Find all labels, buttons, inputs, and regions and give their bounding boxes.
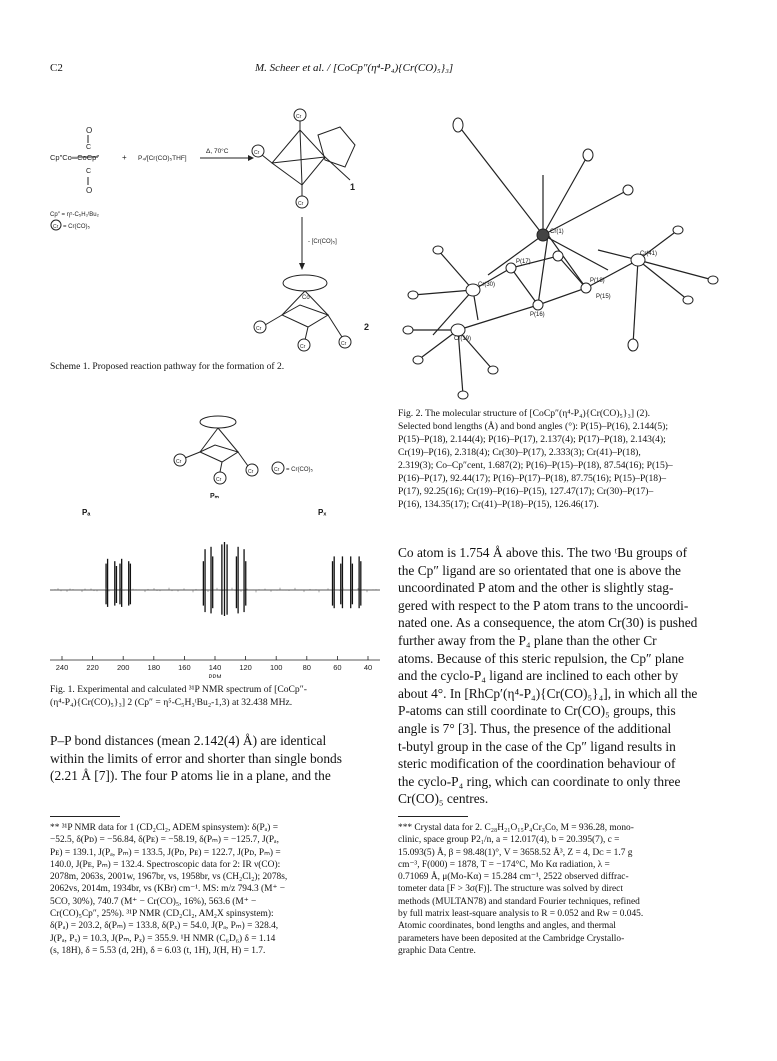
svg-text:C: C [86, 168, 92, 175]
atom-label-p15: P(15) [596, 294, 611, 300]
svg-text:+: + [122, 153, 127, 162]
ppm-tick-label: 180 [147, 663, 161, 672]
svg-text:Cr: Cr [256, 326, 262, 332]
atom-label-p16: P(16) [530, 312, 545, 318]
body-text-right: Co atom is 1.754 Å above this. The two ᵗBu groups of the Cp″ ligand are so orientated that one is above the uncoordinated P atom and the other is slightly stag- gered with respect to the P atom trans to the uncoordi- nated one. As a consequence, the atom Cr(30) is pushed further away from the P₄ plane than the other Cr atoms. Because of this steric repulsion, the Cp″ plane and the cyclo-P₄ ligand are inclined to each other by about 4°. In [RhCp′(η⁴-P₄){Cr(CO)₅}₄], in which all the P-atoms can still coordinate to Cr(CO)₅ groups, this angle is 7° [3]. Thus, the presence of the additional t-butyl group in the case of the Cp″ ligand results in steric modification of the coordination behaviour of the cyclo-P₄ ring, which can coordinate to only three Cr(CO)₅ centres. [398, 545, 698, 807]
compound-1-label: 1 [350, 182, 356, 192]
nmr-spectrum-plot [50, 528, 380, 678]
svg-text:Cr: Cr [296, 114, 302, 120]
footnote-right: *** Crystal data for 2. C₂₈H₂₁O₁₅P₄Cr₃Co, M = 936.28, mono- clinic, space group P2₁/n, a = 12.017(4), b = 20.395(7), c = 15.093(5) Å, β = 98.48(1)°, V = 3658.52 Å³, Z = 4, Dᴄ = 1.7 g cm⁻³, F(000) = 1878, T = −174°C, Mo Kα radiation, λ = 0.71069 Å, μ(Mo-Kα) = 15.284 cm⁻¹, 2522 observed diffrac- tometer data [F > 3σ(F)]. The structure was solved by direct methods (MULTAN78) and standard Fourier techniques, refined by full matrix least-square analysis to R = 0.052 and Rᴡ = 0.045. Atomic coordinates, bond lengths and angles, and thermal parameters have been deposited at the Cambridge Crystallo- graphic Data Centre. [398, 823, 644, 956]
atom-label-cr1: Cr(1) [550, 229, 564, 235]
fig1-caption: Fig. 1. Experimental and calculated ³¹P NMR spectrum of [CoCp″- (η⁴-P₄){Cr(CO)₅}₃] 2 (Cp″ = η⁵-C₅H₃ᵗBu₂-1,3) at 32.438 MHz. [50, 684, 307, 708]
svg-text:- [Cr(CO)₅]: - [Cr(CO)₅] [308, 239, 337, 245]
fig2-caption: Fig. 2. The molecular structure of [CoCp″(η⁴-P₄){Cr(CO)₅}₃] (2). Selected bond lengths (Å) and bond angles (°): P(15)–P(16), 2.144(5); P(15)–P(18), 2.144(4); P(16)–P(17), 2.137(4); P(17)–P(18), 2.143(4); Cr(19)–P(16), 2.318(4); Cr(30)–P(17), 2.333(3); Cr(41)–P(18), 2.319(3); Co–Cp″cent, 1.687(2); P(16)–P(15)–P(18), 87.54(16); P(15)– P(16)–P(17), 92.44(17); P(16)–P(17)–P(18), 87.75(16); P(15)–P(18)– P(17), 92.25(16); Cr(19)–P(16)–P(15), 127.47(17); Cr(30)–P(17)– P(16), 134.35(17); Cr(41)–P(18)–P(15), 126.46(17). [398, 408, 673, 510]
scheme-drawing [50, 105, 380, 355]
fig1-label-pm: Pₘ [210, 493, 220, 500]
fig1-cr-def: = Cr(CO)₅ [286, 467, 313, 473]
scheme-1-caption: Scheme 1. Proposed reaction pathway for the formation of 2. [50, 361, 285, 372]
svg-text:O: O [86, 126, 93, 135]
ppm-tick-label: 200 [116, 663, 130, 672]
svg-text:Cr: Cr [254, 150, 260, 156]
ppm-tick-label: 120 [239, 663, 252, 672]
fig1-structure-drawing [160, 400, 360, 520]
body-text-left: P–P bond distances (mean 2.142(4) Å) are identical within the limits of error and shorter than single bonds (2.21 Å [7]). The four P atoms lie in a plane, and the [50, 733, 342, 784]
page-number: C2 [50, 62, 63, 74]
scheme-reactant: Cp″Co═CoCp″ [50, 153, 99, 162]
ppm-axis-label: PPM [208, 675, 222, 678]
fig1-label-px: Pₓ [318, 508, 327, 517]
ppm-tick-label: 160 [178, 663, 191, 672]
svg-text:Cr: Cr [274, 467, 280, 473]
footnote-rule-left [50, 816, 120, 817]
fig1-spectrum [50, 528, 380, 678]
fig2-ortep-drawing [398, 100, 728, 400]
footnote-left: ** ³¹P NMR data for 1 (CD₂Cl₂, ADEM spinsystem): δ(Pₐ) = −52.5, δ(Pᴅ) = −56.84, δ(Pᴇ) = −58.19, δ(Pₘ) = −125.7, J(Pₐ, Pᴇ) = 139.1, J(Pₐ, Pₘ) = 133.5, J(Pᴅ, Pᴇ) = 122.7, J(Pᴅ, Pₘ) = 140.0, J(Pᴇ, Pₘ) = 132.4. Spectroscopic data for 2: IR ν(CO): 2078m, 2063s, 2001w, 1967br, vs, 1958br, vs (CH₂Cl₂); 2078s, 2062vs, 2014m, 1934br, vs (KBr) cm⁻¹. MS: m/z 794.3 (M⁺ − 5CO, 30%), 740.7 (M⁺ − Cr(CO)₅, 16%), 563.6 (M⁺ − Cr(CO)₅Cp″, 25%). ³¹P NMR (CD₂Cl₂, AM₂X spinsystem): δ(Pₐ) = 203.2, δ(Pₘ) = 133.8, δ(Pₓ) = 54.0, J(Pₐ, Pₘ) = 328.4, J(Pₐ, Pₓ) = 10.3, J(Pₘ, Pₓ) = 355.9. ¹H NMR (C₆D₆) δ = 1.14 (s, 18H), δ = 5.53 (d, 2H), δ = 6.03 (t, 1H), J(H, H) = 1.7. [50, 823, 288, 956]
svg-text:Cr: Cr [216, 477, 222, 483]
compound-1-drawing [262, 119, 355, 197]
svg-text:Cr: Cr [341, 341, 347, 347]
compound-2-drawing [265, 275, 342, 340]
svg-text:= Cr(CO)₅: = Cr(CO)₅ [63, 224, 90, 230]
svg-text:Δ, 70°C: Δ, 70°C [206, 148, 229, 155]
svg-text:Co: Co [302, 295, 310, 301]
svg-text:O: O [86, 186, 93, 195]
svg-text:Cr: Cr [300, 344, 306, 350]
svg-text:Cr: Cr [53, 224, 59, 230]
fig1-label-pa: Pₐ [82, 508, 91, 517]
compound-2-label: 2 [364, 322, 370, 332]
atom-label-cr30: Cr(30) [478, 282, 496, 288]
ppm-tick-label: 240 [55, 663, 69, 672]
ppm-tick-label: 80 [302, 663, 311, 672]
running-title: M. Scheer et al. / [CoCp″(η⁴-P₄){Cr(CO)₅}₃] [255, 62, 454, 74]
footnote-rule-right [398, 816, 468, 817]
ppm-tick-label: 60 [333, 663, 342, 672]
atom-label-p18: P(18) [590, 278, 605, 284]
scheme-reagent: P₄/[Cr(CO)₅THF] [138, 155, 187, 162]
ppm-tick-label: 140 [208, 663, 222, 672]
ppm-tick-label: 40 [363, 663, 373, 672]
svg-text:Cr: Cr [298, 201, 304, 207]
atom-label-cr19: Cr(19) [454, 336, 472, 342]
atom-label-cr41: Cr(41) [640, 251, 658, 257]
ppm-tick-label: 220 [86, 663, 99, 672]
svg-text:Cr: Cr [176, 459, 182, 465]
scheme-cp-def: Cp″ = η⁵-C₅H₃ᵗBu₂ [50, 212, 99, 218]
svg-text:Cr: Cr [248, 469, 254, 475]
scheme-1 [50, 105, 380, 355]
atom-label-p17: P(17) [516, 259, 531, 265]
fig1-structure [160, 400, 360, 520]
ppm-tick-label: 100 [269, 663, 283, 672]
svg-text:C: C [86, 144, 92, 151]
fig2-structure [398, 100, 728, 400]
